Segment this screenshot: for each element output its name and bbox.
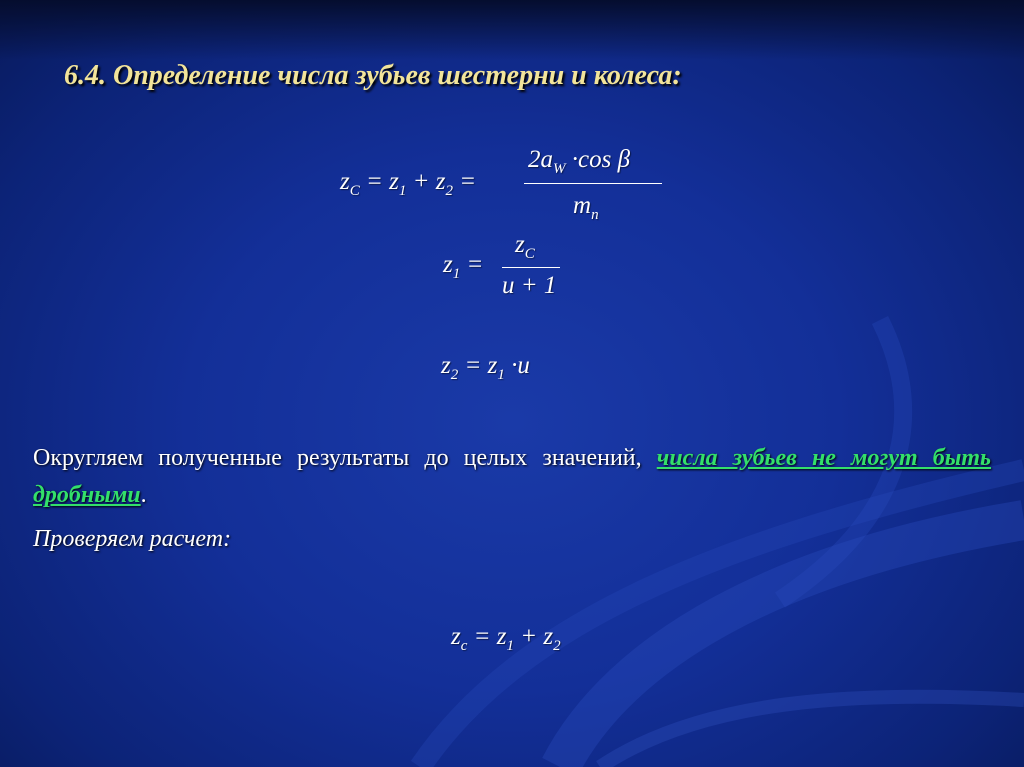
rounding-text: Округляем полученные результаты до целых значений, [33, 445, 642, 471]
zc-s2: 2 [445, 183, 453, 199]
zc-denominator: $m_n$ [573, 192, 599, 223]
check-label: Проверяем расчет: [33, 526, 232, 552]
z1-numerator: $z_C$ [515, 231, 535, 262]
z1-denominator: u + 1 [502, 272, 557, 299]
zc-z1: z [389, 168, 399, 195]
rounding-paragraph [33, 440, 991, 514]
zc-plus: + [412, 168, 430, 195]
z1-fraction-line [502, 267, 560, 268]
zc-z: z [340, 168, 350, 195]
zc-numerator: $2a_W \cdot\cos$ β [528, 146, 631, 177]
z1-z: z [443, 251, 453, 278]
zc-s1: 1 [398, 183, 407, 199]
rounding-end: . [140, 482, 147, 508]
formula-check: $z_c = z_1 + z_2$ [451, 623, 561, 654]
slide-title: 6.4. Определение числа зубьев шестерни и колеса: [64, 60, 682, 91]
zc-eq2: = [459, 168, 477, 195]
z1-s1: 1 [452, 266, 461, 282]
zc-fraction-line [524, 183, 662, 184]
zc-z2: z [435, 168, 446, 195]
z1-eq: = [466, 251, 484, 278]
formula-z2: $z_2 = z_1 \cdot u$ [441, 352, 530, 383]
zc-eq1: = [366, 168, 383, 195]
zc-c-sub: C [349, 183, 360, 199]
rounding-emphasis: числа зубьев не могут быть дробными [33, 445, 992, 508]
